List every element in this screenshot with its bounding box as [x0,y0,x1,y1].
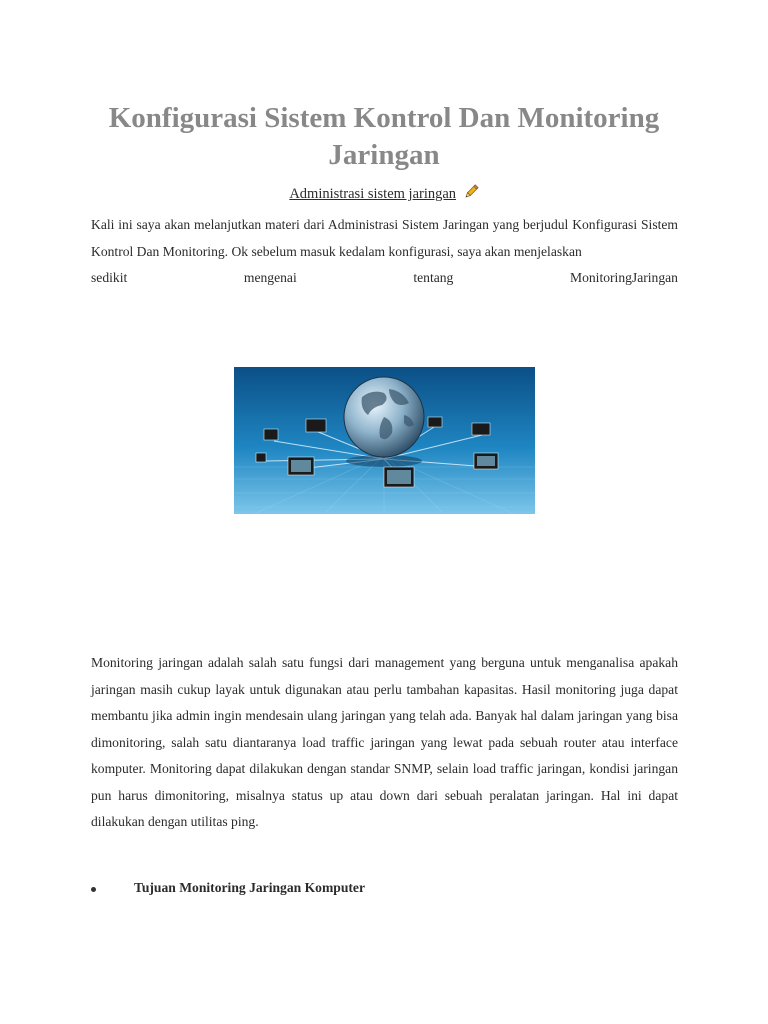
category-line [0,184,768,205]
word: MonitoringJaringan [569,270,678,285]
word: mengenai [243,270,297,285]
bullet-item [91,880,365,896]
pencil-icon[interactable] [463,184,479,205]
bullet-heading: Tujuan Monitoring Jaringan Komputer [134,880,366,895]
monitoring-paragraph: Monitoring jaringan adalah salah satu fungsi dari management yang berguna untuk menganalisa apakah jaringan masih cukup layak untuk digunakan atau perlu tambahan kapasitas. Hasil monitoring juga dapat membantu jika admin ingin mendesain ulang jaringan yang telah ada. Banyak hal dalam jaringan yang bisa dimonitoring, salah satu diantaranya load traffic jaringan yang lewat pada sebuah router atau interface komputer. Monitoring dapat dilakukan dengan standar SNMP, selain load traffic jaringan, kondisi jaringan pun harus dimonitoring, misalnya status up atau down dari sebuah peralatan jaringan. Hal ini dapat dilakukan dengan utilitas ping. [91,655,678,829]
page-title: Konfigurasi Sistem Kontrol Dan Monitoring Jaringan [108,102,660,171]
intro-text: Kali ini saya akan melanjutkan materi dari Administrasi Sistem Jaringan yang berjudul Konfigurasi Sistem Kontrol Dan Monitoring. Ok sebelum masuk kedalam konfigurasi, saya akan menjelaskan [91,217,678,259]
intro-last-line [91,265,678,292]
intro-paragraph [91,212,678,292]
word: tentang [413,270,454,285]
bullet-dot-icon [91,887,96,892]
category-link[interactable]: Administrasi sistem jaringan [289,186,457,202]
word: sedikit [91,270,128,285]
network-globe-image [234,367,535,514]
